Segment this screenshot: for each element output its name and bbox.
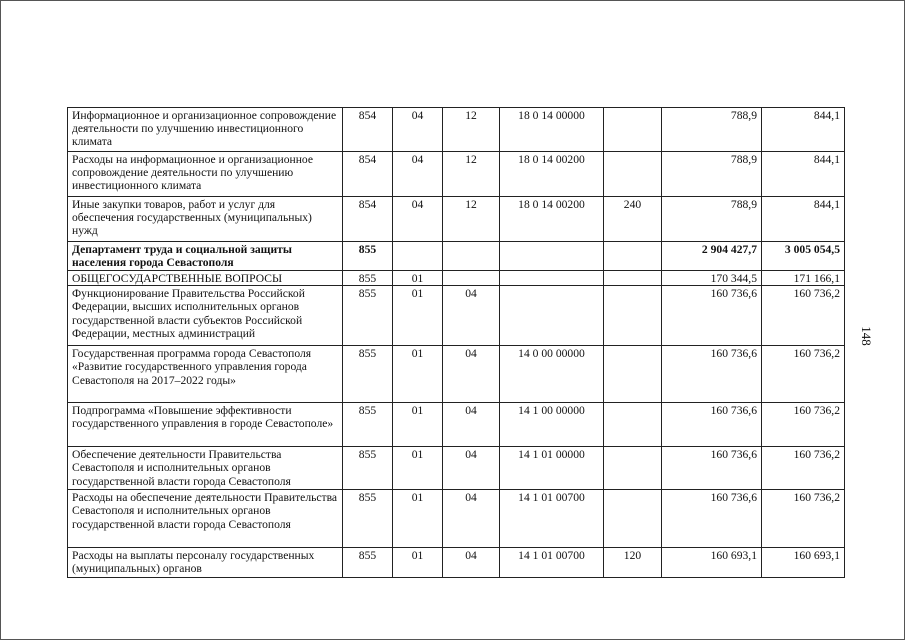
row-target-article: 18 0 14 00200 xyxy=(500,152,604,197)
row-grbs: 855 xyxy=(343,490,393,548)
row-amount-year1: 160 736,6 xyxy=(662,490,762,548)
row-section: 01 xyxy=(393,403,443,447)
row-target-article: 18 0 14 00200 xyxy=(500,197,604,242)
row-subsection: 04 xyxy=(443,548,500,578)
row-amount-year2: 160 736,2 xyxy=(762,490,845,548)
row-target-article: 14 0 00 00000 xyxy=(500,346,604,403)
row-expense-type xyxy=(604,490,662,548)
row-grbs: 854 xyxy=(343,152,393,197)
row-expense-type: 240 xyxy=(604,197,662,242)
row-amount-year1: 788,9 xyxy=(662,108,762,152)
row-grbs: 855 xyxy=(343,548,393,578)
row-target-article: 14 1 01 00000 xyxy=(500,447,604,490)
row-amount-year2: 844,1 xyxy=(762,152,845,197)
row-subsection: 12 xyxy=(443,108,500,152)
row-subsection: 04 xyxy=(443,286,500,346)
row-name: Государственная программа города Севастополя «Развитие государственного управления города Севастополя на 2017–2022 годы» xyxy=(68,346,343,403)
row-name: Иные закупки товаров, работ и услуг для обеспечения государственных (муниципальных) нужд xyxy=(68,197,343,242)
row-name: Подпрограмма «Повышение эффективности государственного управления в городе Севастополе» xyxy=(68,403,343,447)
row-amount-year1: 160 693,1 xyxy=(662,548,762,578)
row-section: 01 xyxy=(393,271,443,286)
row-grbs: 855 xyxy=(343,447,393,490)
row-expense-type: 120 xyxy=(604,548,662,578)
row-expense-type xyxy=(604,403,662,447)
row-subsection xyxy=(443,242,500,271)
row-subsection: 04 xyxy=(443,346,500,403)
row-section: 01 xyxy=(393,548,443,578)
table-row xyxy=(68,108,845,152)
row-target-article: 14 1 00 00000 xyxy=(500,403,604,447)
row-amount-year2: 844,1 xyxy=(762,108,845,152)
row-amount-year2: 160 736,2 xyxy=(762,403,845,447)
row-name: Расходы на обеспечение деятельности Правительства Севастополя и исполнительных органов государственной власти города Севастополя xyxy=(68,490,343,548)
row-amount-year2: 160 736,2 xyxy=(762,346,845,403)
row-section: 01 xyxy=(393,286,443,346)
row-section: 04 xyxy=(393,108,443,152)
table-row xyxy=(68,286,845,346)
row-expense-type xyxy=(604,447,662,490)
row-amount-year2: 844,1 xyxy=(762,197,845,242)
row-expense-type xyxy=(604,271,662,286)
row-section xyxy=(393,242,443,271)
row-expense-type xyxy=(604,286,662,346)
row-expense-type xyxy=(604,242,662,271)
row-amount-year1: 160 736,6 xyxy=(662,346,762,403)
table-row xyxy=(68,403,845,447)
row-expense-type xyxy=(604,108,662,152)
row-amount-year2: 160 736,2 xyxy=(762,286,845,346)
row-subsection: 12 xyxy=(443,152,500,197)
table-row xyxy=(68,548,845,578)
row-target-article: 14 1 01 00700 xyxy=(500,490,604,548)
row-grbs: 855 xyxy=(343,242,393,271)
row-subsection: 04 xyxy=(443,447,500,490)
row-subsection xyxy=(443,271,500,286)
row-name: Расходы на информационное и организационное сопровождение деятельности по улучшению инвестиционного климата xyxy=(68,152,343,197)
budget-table xyxy=(67,107,845,578)
row-subsection: 04 xyxy=(443,403,500,447)
row-amount-year2: 160 693,1 xyxy=(762,548,845,578)
row-section: 04 xyxy=(393,152,443,197)
row-target-article xyxy=(500,286,604,346)
row-section: 01 xyxy=(393,490,443,548)
row-name: Департамент труда и социальной защиты населения города Севастополя xyxy=(68,242,343,271)
row-target-article: 14 1 01 00700 xyxy=(500,548,604,578)
table-row xyxy=(68,242,845,271)
row-name: Информационное и организационное сопровождение деятельности по улучшению инвестиционного климата xyxy=(68,108,343,152)
table-row xyxy=(68,490,845,548)
row-grbs: 855 xyxy=(343,346,393,403)
table-row xyxy=(68,197,845,242)
row-name: Обеспечение деятельности Правительства Севастополя и исполнительных органов государственной власти города Севастополя xyxy=(68,447,343,490)
page-number: 148 xyxy=(858,326,874,346)
row-expense-type xyxy=(604,346,662,403)
row-grbs: 855 xyxy=(343,271,393,286)
row-expense-type xyxy=(604,152,662,197)
row-amount-year1: 2 904 427,7 xyxy=(662,242,762,271)
row-section: 04 xyxy=(393,197,443,242)
row-amount-year2: 3 005 054,5 xyxy=(762,242,845,271)
row-amount-year1: 160 736,6 xyxy=(662,447,762,490)
table-row xyxy=(68,152,845,197)
table-row xyxy=(68,447,845,490)
row-name: Функционирование Правительства Российской Федерации, высших исполнительных органов государственной власти субъектов Российской Федерации, местных администраций xyxy=(68,286,343,346)
table-row xyxy=(68,346,845,403)
row-amount-year1: 170 344,5 xyxy=(662,271,762,286)
row-amount-year1: 788,9 xyxy=(662,152,762,197)
row-subsection: 12 xyxy=(443,197,500,242)
row-amount-year2: 160 736,2 xyxy=(762,447,845,490)
row-name: ОБЩЕГОСУДАРСТВЕННЫЕ ВОПРОСЫ xyxy=(68,271,343,286)
row-section: 01 xyxy=(393,447,443,490)
row-target-article xyxy=(500,271,604,286)
row-grbs: 855 xyxy=(343,403,393,447)
table-row xyxy=(68,271,845,286)
row-grbs: 855 xyxy=(343,286,393,346)
row-amount-year2: 171 166,1 xyxy=(762,271,845,286)
row-target-article: 18 0 14 00000 xyxy=(500,108,604,152)
row-grbs: 854 xyxy=(343,197,393,242)
row-amount-year1: 788,9 xyxy=(662,197,762,242)
row-subsection: 04 xyxy=(443,490,500,548)
row-grbs: 854 xyxy=(343,108,393,152)
row-amount-year1: 160 736,6 xyxy=(662,286,762,346)
row-amount-year1: 160 736,6 xyxy=(662,403,762,447)
row-name: Расходы на выплаты персоналу государственных (муниципальных) органов xyxy=(68,548,343,578)
row-target-article xyxy=(500,242,604,271)
row-section: 01 xyxy=(393,346,443,403)
